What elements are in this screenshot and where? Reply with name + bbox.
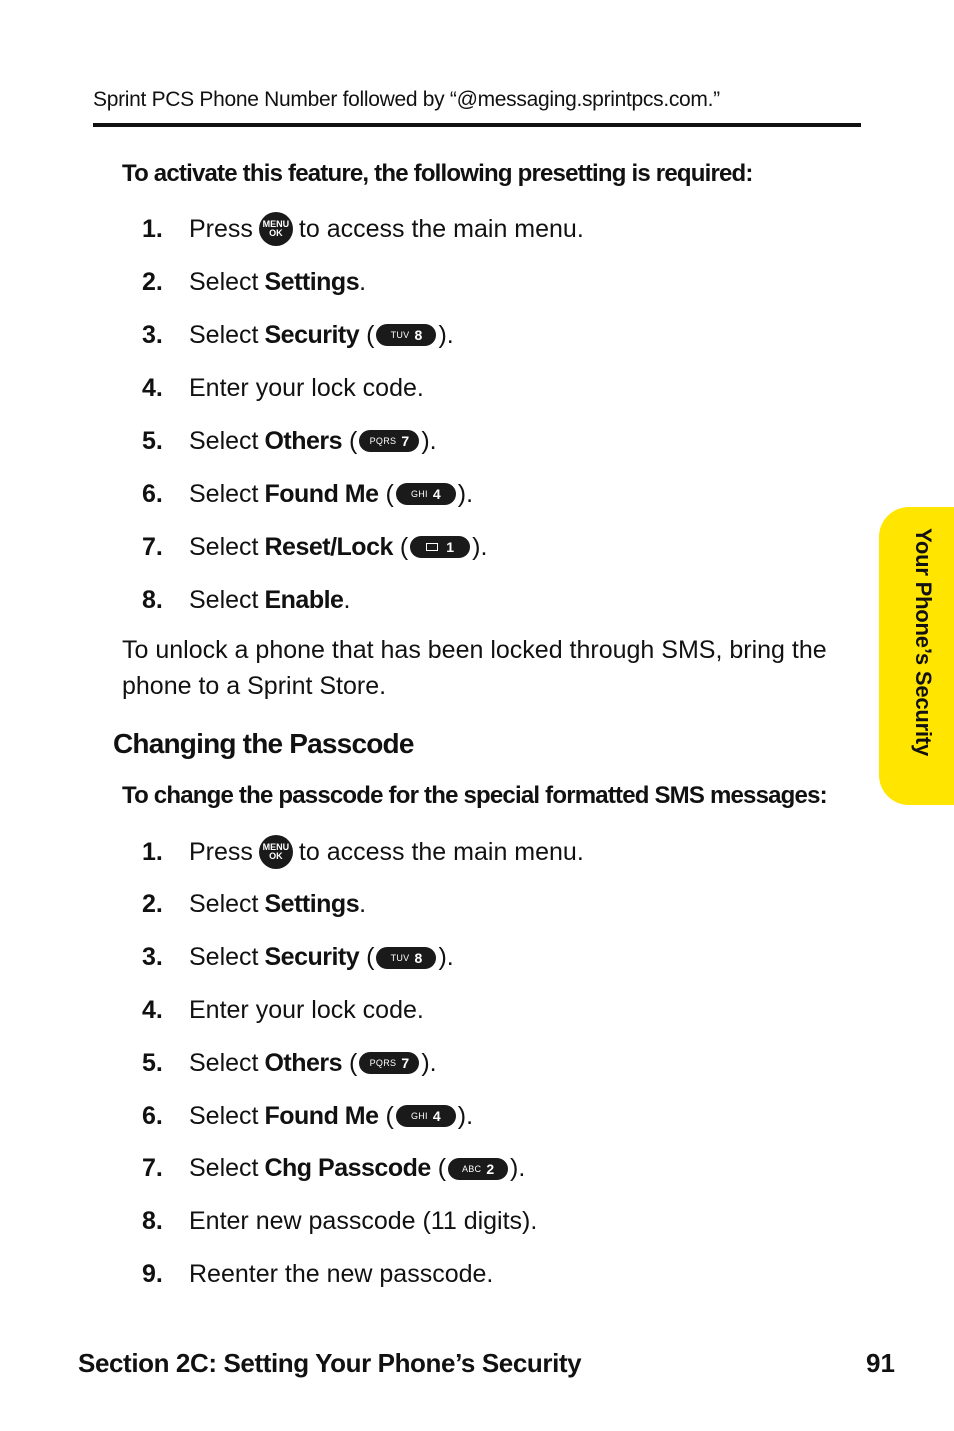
step-number: 1.: [142, 837, 163, 866]
step-number: 7.: [142, 532, 163, 561]
step-number: 2.: [142, 890, 163, 919]
menu-option-name: Chg Passcode: [264, 1154, 431, 1183]
key-letters: TUV: [390, 330, 410, 340]
key-label: OK: [269, 228, 283, 238]
menu-option-name: Others: [264, 426, 343, 455]
menu-ok-key-icon: [259, 835, 293, 869]
menu-option-name: Security: [264, 320, 360, 349]
key-digit: 4: [432, 1108, 441, 1124]
key-digit: 7: [401, 1055, 410, 1072]
unlock-paragraph: To unlock a phone that has been locked through SMS, bring the phone to a Sprint Store.: [122, 636, 827, 700]
step-item: [142, 1256, 493, 1292]
key-digit: 2: [486, 1160, 495, 1177]
step-number: 8.: [142, 1207, 163, 1236]
step-text: Select: [189, 1101, 259, 1130]
step-number: 2.: [142, 267, 163, 296]
menu-option-name: Found Me: [264, 1101, 379, 1130]
step-number: 6.: [142, 479, 163, 508]
step-number: 7.: [142, 1154, 163, 1183]
step-item: [142, 834, 584, 870]
step-text: ).: [472, 532, 488, 561]
menu-option-name: Security: [264, 943, 360, 972]
step-text: ).: [510, 1154, 526, 1183]
step-item: [142, 264, 366, 300]
step-text: Select: [189, 890, 259, 919]
keypad-key-icon: [448, 1158, 508, 1180]
step-number: 5.: [142, 426, 163, 455]
step-text: to access the main menu.: [298, 837, 584, 866]
paren: (: [378, 1101, 394, 1130]
step-item: [142, 992, 424, 1028]
change-intro: To change the passcode for the special formatted SMS messages:: [122, 782, 827, 809]
step-text: Select: [189, 320, 259, 349]
key-digit: 8: [414, 949, 423, 966]
step-text: Select: [189, 943, 259, 972]
menu-option-name: Others: [264, 1048, 343, 1077]
step-text: Select: [189, 532, 259, 561]
step-number: 3.: [142, 320, 163, 349]
keypad-key-icon: [376, 324, 436, 346]
menu-option-name: Settings: [264, 267, 360, 296]
paren: (: [359, 320, 375, 349]
key-letters: PQRS: [369, 1058, 397, 1069]
step-item: [142, 1098, 473, 1134]
step-text: Reenter the new passcode.: [189, 1259, 494, 1288]
step-text: Enter your lock code.: [189, 995, 424, 1024]
step-text: ).: [421, 1048, 437, 1077]
header-rule: [93, 123, 861, 127]
step-item: [142, 582, 350, 618]
step-text: ).: [457, 1101, 474, 1130]
step-text: to access the main menu.: [298, 214, 584, 243]
step-item: [142, 1045, 437, 1081]
step-number: 5.: [142, 1048, 163, 1077]
step-text: Enter new passcode (11 digits).: [189, 1207, 538, 1236]
menu-ok-key-icon: [259, 212, 293, 246]
footer-section-title: Section 2C: Setting Your Phone’s Security: [78, 1348, 582, 1378]
menu-option-name: Enable: [264, 585, 344, 614]
step-number: 6.: [142, 1101, 163, 1130]
step-item: [142, 1204, 537, 1240]
key-digit: 7: [401, 433, 410, 449]
keypad-key-icon: [410, 536, 470, 558]
footer-page-number: 91: [866, 1348, 895, 1378]
key-label: MENU: [262, 842, 290, 852]
keypad-key-icon: [359, 1052, 419, 1074]
side-tab-label: Your Phone’s Security: [911, 528, 936, 757]
activate-intro: To activate this feature, the following presetting is required:: [122, 160, 753, 187]
step-item: [142, 940, 454, 976]
key-letters: TUV: [390, 952, 410, 963]
step-item: [142, 476, 473, 512]
step-text: Select: [189, 267, 259, 296]
step-text: ).: [421, 426, 437, 455]
step-number: 3.: [142, 943, 163, 972]
step-text: ).: [438, 320, 454, 349]
paren: (: [342, 426, 358, 455]
step-text: Select: [189, 1154, 259, 1183]
step-text: .: [343, 585, 351, 614]
paren: (: [342, 1048, 358, 1077]
step-text: Press: [189, 214, 253, 243]
step-text: ).: [438, 943, 454, 972]
step-text: Enter your lock code.: [189, 373, 424, 402]
step-text: Select: [189, 585, 259, 614]
key-letters: GHI: [410, 489, 428, 499]
paren: (: [359, 943, 375, 972]
key-digit: 4: [432, 486, 441, 502]
step-number: 1.: [142, 214, 163, 243]
envelope-icon: [426, 543, 438, 551]
key-letters: ABC: [461, 1163, 482, 1174]
step-item: [142, 370, 424, 406]
keypad-key-icon: [396, 483, 456, 505]
step-item: [142, 529, 487, 565]
keypad-key-icon: [396, 1105, 456, 1127]
step-item: [142, 423, 437, 459]
section-heading: Changing the Passcode: [113, 728, 414, 759]
paren: (: [378, 479, 394, 508]
step-item: [142, 211, 584, 247]
paren: (: [392, 532, 409, 561]
keypad-key-icon: [376, 947, 436, 969]
step-text: Select: [189, 426, 259, 455]
key-digit: 8: [414, 327, 423, 343]
step-text: Press: [189, 837, 253, 866]
key-label: MENU: [262, 219, 290, 229]
menu-option-name: Found Me: [264, 479, 379, 508]
step-number: 4.: [142, 373, 163, 402]
step-text: .: [359, 890, 367, 919]
step-number: 4.: [142, 995, 163, 1024]
header-text: Sprint PCS Phone Number followed by “@messaging.sprintpcs.com.”: [93, 88, 720, 111]
key-digit: 1: [446, 539, 455, 555]
key-letters: GHI: [410, 1111, 428, 1121]
paren: (: [430, 1154, 447, 1183]
keypad-key-icon: [359, 430, 419, 452]
key-label: OK: [269, 851, 283, 861]
step-number: 8.: [142, 585, 163, 614]
step-item: [142, 1151, 525, 1187]
menu-option-name: Settings: [264, 890, 360, 919]
step-number: 9.: [142, 1259, 163, 1288]
step-item: [142, 317, 454, 353]
key-letters: PQRS: [369, 436, 397, 446]
step-item: [142, 887, 366, 923]
step-text: Select: [189, 1048, 259, 1077]
step-text: ).: [457, 479, 474, 508]
menu-option-name: Reset/Lock: [264, 532, 393, 561]
step-text: .: [359, 267, 367, 296]
step-text: Select: [189, 479, 259, 508]
